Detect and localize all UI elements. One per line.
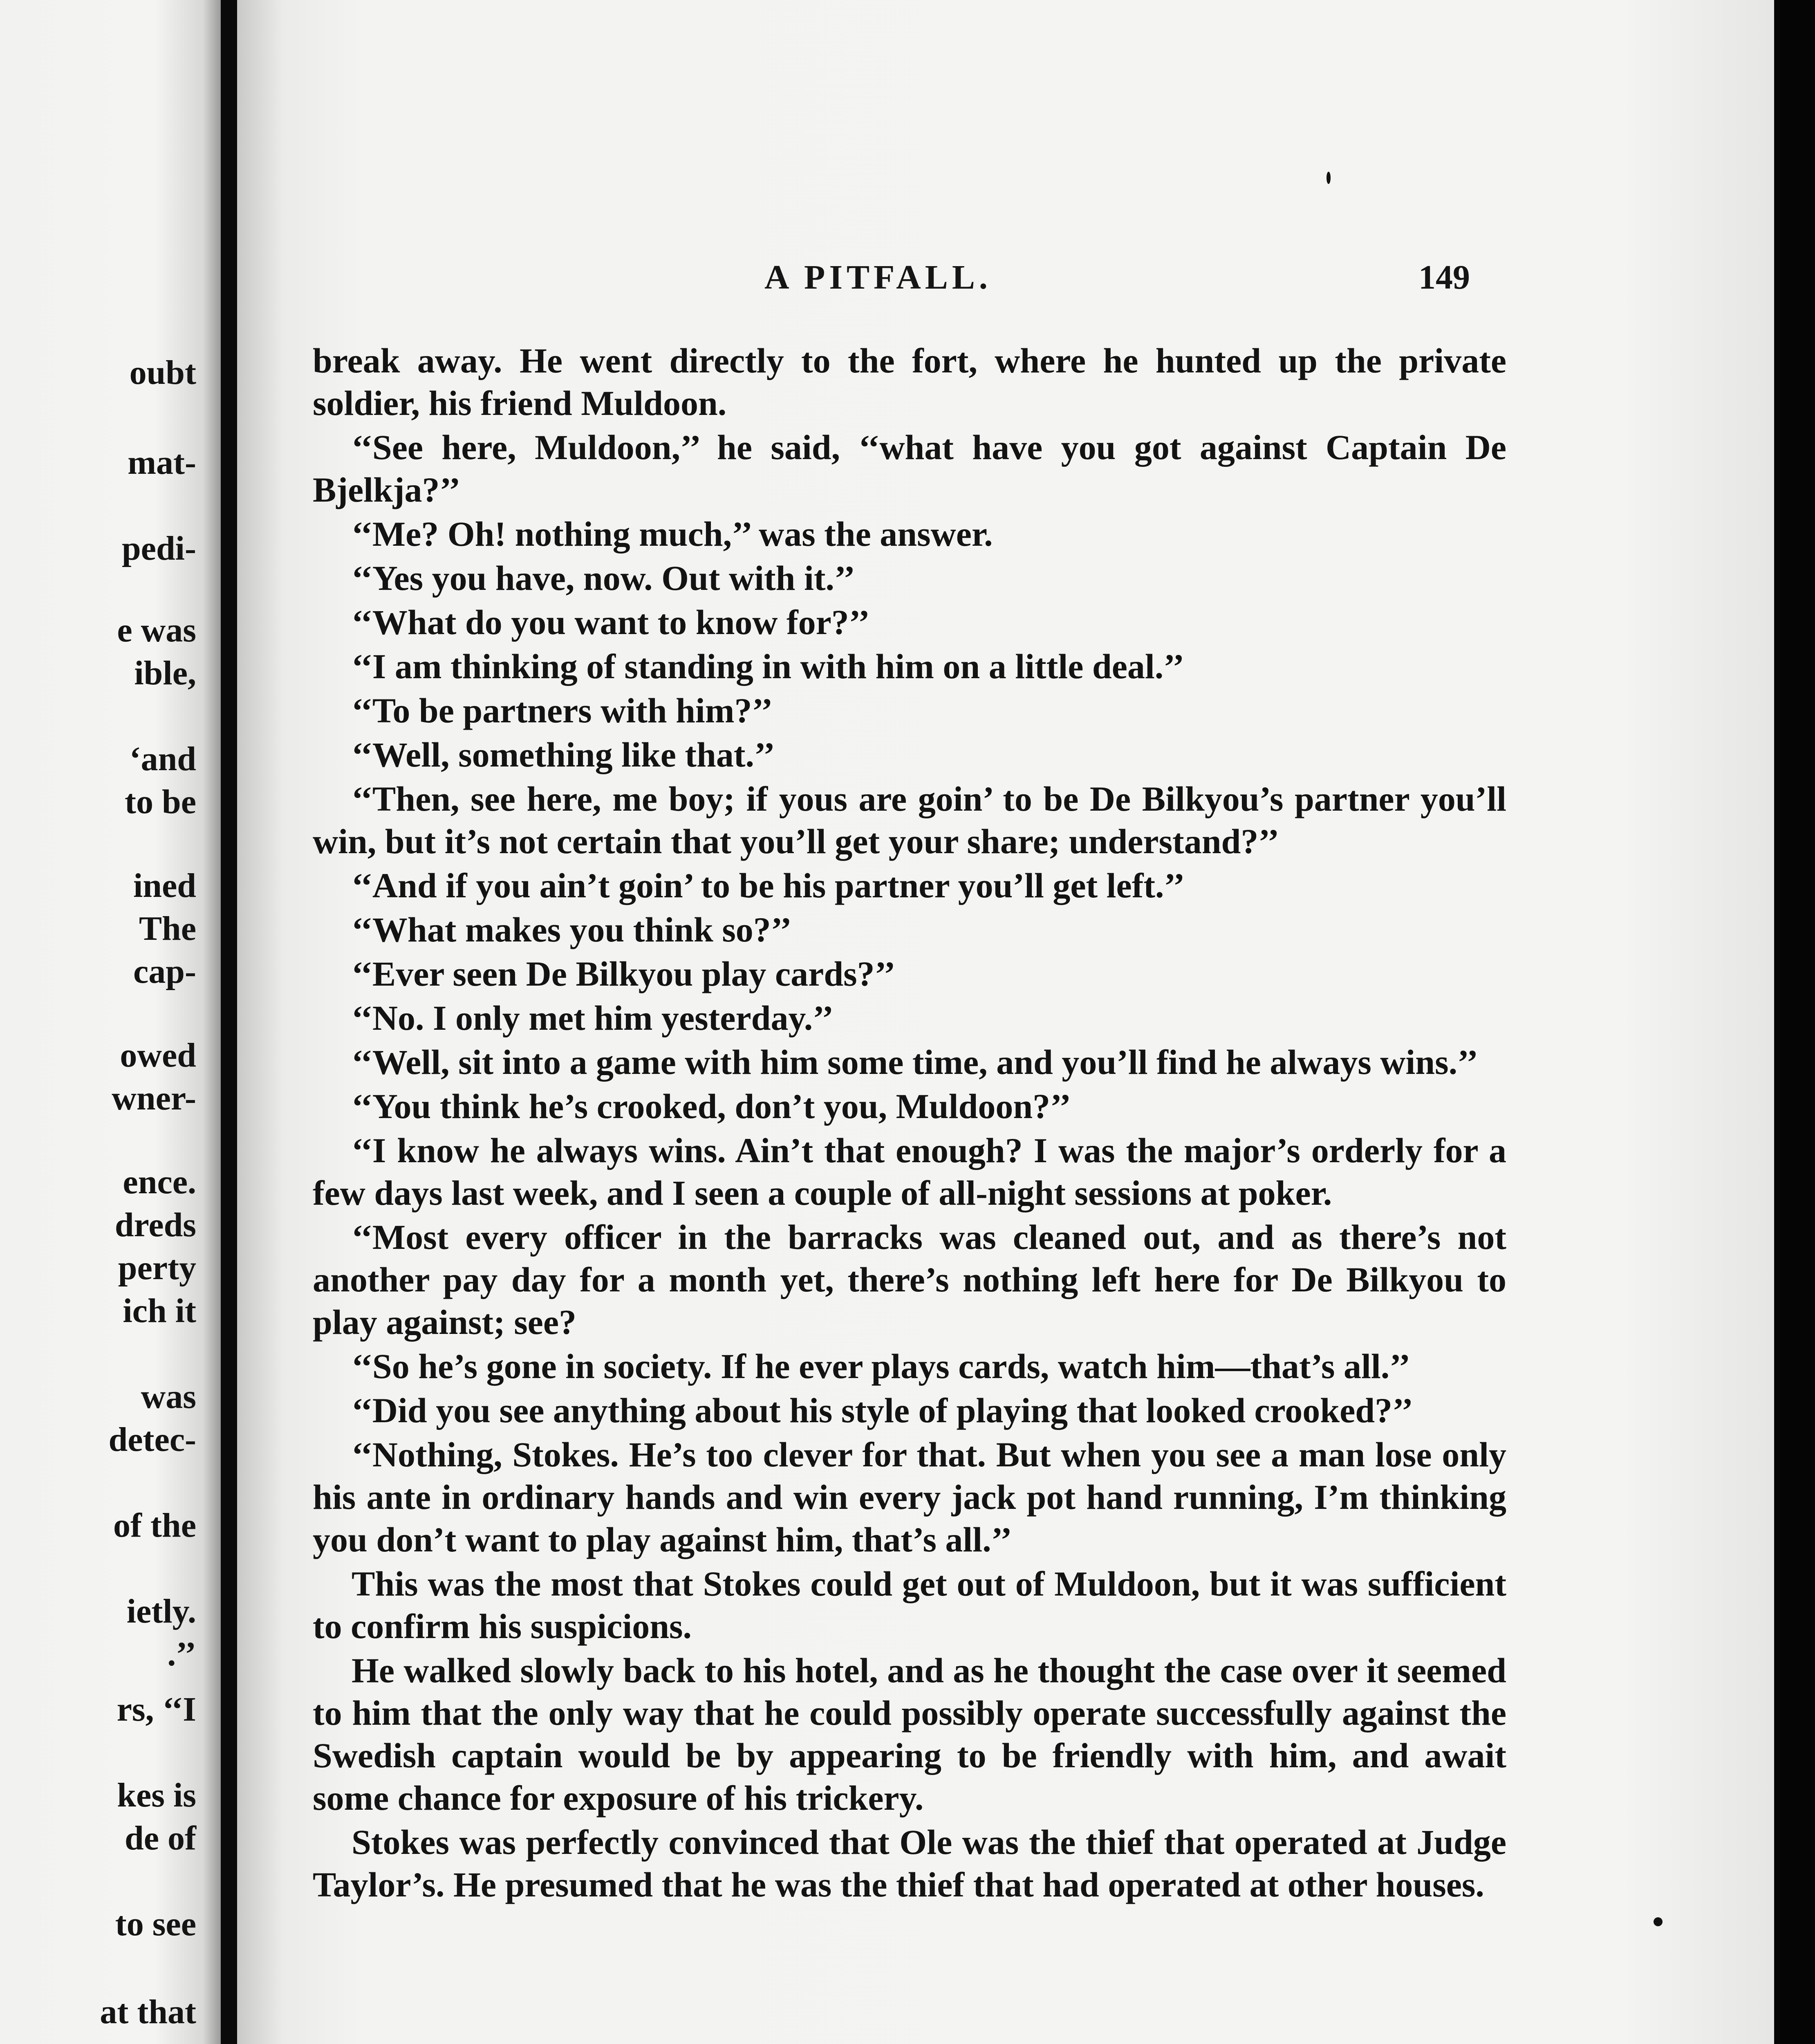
left-page-line: ible,: [134, 654, 196, 692]
left-page-line: .’’: [167, 1635, 196, 1673]
paragraph: ‘‘You think he’s crooked, don’t you, Muldoon?’’: [352, 1087, 1071, 1126]
paragraph: ‘‘Well, sit into a game with him some time, and you’ll find he always wins.’’: [352, 1042, 1478, 1082]
left-page-line: ich it: [123, 1292, 196, 1330]
page-body: [313, 339, 1506, 1907]
page-header: [237, 258, 1774, 303]
left-page-line: mat-: [128, 444, 196, 482]
running-head: A PITFALL.: [764, 258, 992, 296]
left-page-line: perty: [118, 1249, 196, 1287]
left-page-line: ined: [133, 867, 196, 905]
paragraph: ‘‘Ever seen De Bilkyou play cards?’’: [352, 954, 896, 993]
left-page-line: oubt: [129, 354, 196, 392]
paragraph: ‘‘I am thinking of standing in with him on a little deal.’’: [352, 647, 1185, 686]
left-page-line: dreds: [114, 1206, 196, 1244]
left-page-line: wner-: [112, 1079, 196, 1117]
ink-speck: [1654, 1917, 1663, 1926]
left-page-line: pedi-: [121, 529, 196, 567]
left-page-line: owed: [120, 1036, 196, 1074]
page-gutter: [221, 0, 237, 2044]
left-page-line: was: [141, 1378, 196, 1416]
paragraph: This was the most that Stokes could get out of Muldoon, but it was sufficient to confirm his suspicions.: [313, 1564, 1506, 1646]
paragraph: He walked slowly back to his hotel, and as he thought the case over it seemed to him that the only way that he could possibly operate successfully against the Swedish captain would be by appearing to be friendly with him, and await some chance for exposure of his trickery.: [313, 1651, 1506, 1818]
paragraph: ‘‘Nothing, Stokes. He’s too clever for that. But when you see a man lose only his ante in ordinary hands and win every jack pot hand running, I’m thinking you don’t want to play against him, that’s all.’’: [313, 1435, 1506, 1559]
paragraph: ‘‘Me? Oh! nothing much,’’ was the answer.: [352, 514, 993, 554]
paragraph: ‘‘Yes you have, now. Out with it.’’: [352, 558, 855, 598]
left-page-fragment: [0, 0, 221, 2044]
left-page-line: detec-: [108, 1421, 196, 1459]
left-page-line: of the: [113, 1506, 196, 1544]
left-page-line: de of: [125, 1819, 196, 1857]
paragraph: ‘‘To be partners with him?’’: [352, 691, 773, 730]
paragraph: ‘‘What makes you think so?’’: [352, 910, 792, 949]
left-page-line: ence.: [123, 1163, 196, 1201]
page-number: 149: [1418, 258, 1470, 296]
paragraph: ‘‘Most every officer in the barracks was cleaned out, and as there’s not another pay day for a month yet, there’s nothing left here for De Bilkyou to play against; see?: [313, 1217, 1506, 1342]
paragraph: Stokes was perfectly convinced that Ole was the thief that operated at Judge Taylor’s. He presumed that he was the thief that had operated at other houses.: [313, 1822, 1506, 1904]
left-page-line: The: [139, 910, 196, 948]
left-page-line: ietly.: [126, 1592, 196, 1630]
left-page-line: to see: [115, 1905, 196, 1943]
paragraph: ‘‘So he’s gone in society. If he ever plays cards, watch him—that’s all.’’: [352, 1347, 1411, 1386]
paragraph: ‘‘See here, Muldoon,’’ he said, ‘‘what have you got against Captain De Bjelkja?’’: [313, 428, 1506, 509]
paragraph: ‘‘Did you see anything about his style of playing that looked crooked?’’: [352, 1391, 1413, 1430]
paragraph: break away. He went directly to the fort, where he hunted up the private soldier, his friend Muldoon.: [313, 341, 1506, 423]
paragraph: ‘‘Well, something like that.’’: [352, 735, 775, 774]
left-page-line: cap-: [133, 953, 196, 991]
left-page-line: to be: [125, 783, 196, 821]
scan-border: [1774, 0, 1815, 2044]
left-page-line: kes is: [117, 1776, 196, 1814]
paragraph: ‘‘Then, see here, me boy; if yous are goin’ to be De Bilkyou’s partner you’ll win, but it’s not certain that you’ll get your share; understand?’’: [313, 779, 1506, 861]
paragraph: ‘‘And if you ain’t goin’ to be his partner you’ll get left.’’: [352, 866, 1185, 905]
paragraph: ‘‘I know he always wins. Ain’t that enough? I was the major’s orderly for a few days last week, and I seen a couple of all-night sessions at poker.: [313, 1131, 1506, 1213]
left-page-line: at that: [100, 1993, 196, 2031]
ink-speck: [1327, 172, 1331, 184]
paragraph: ‘‘No. I only met him yesterday.’’: [352, 998, 834, 1038]
left-page-line: ‘and: [129, 740, 196, 778]
paragraph: ‘‘What do you want to know for?’’: [352, 603, 870, 642]
book-page: [237, 0, 1774, 2044]
left-page-line: e was: [117, 611, 196, 649]
left-page-line: rs, ‘‘I: [117, 1690, 196, 1728]
